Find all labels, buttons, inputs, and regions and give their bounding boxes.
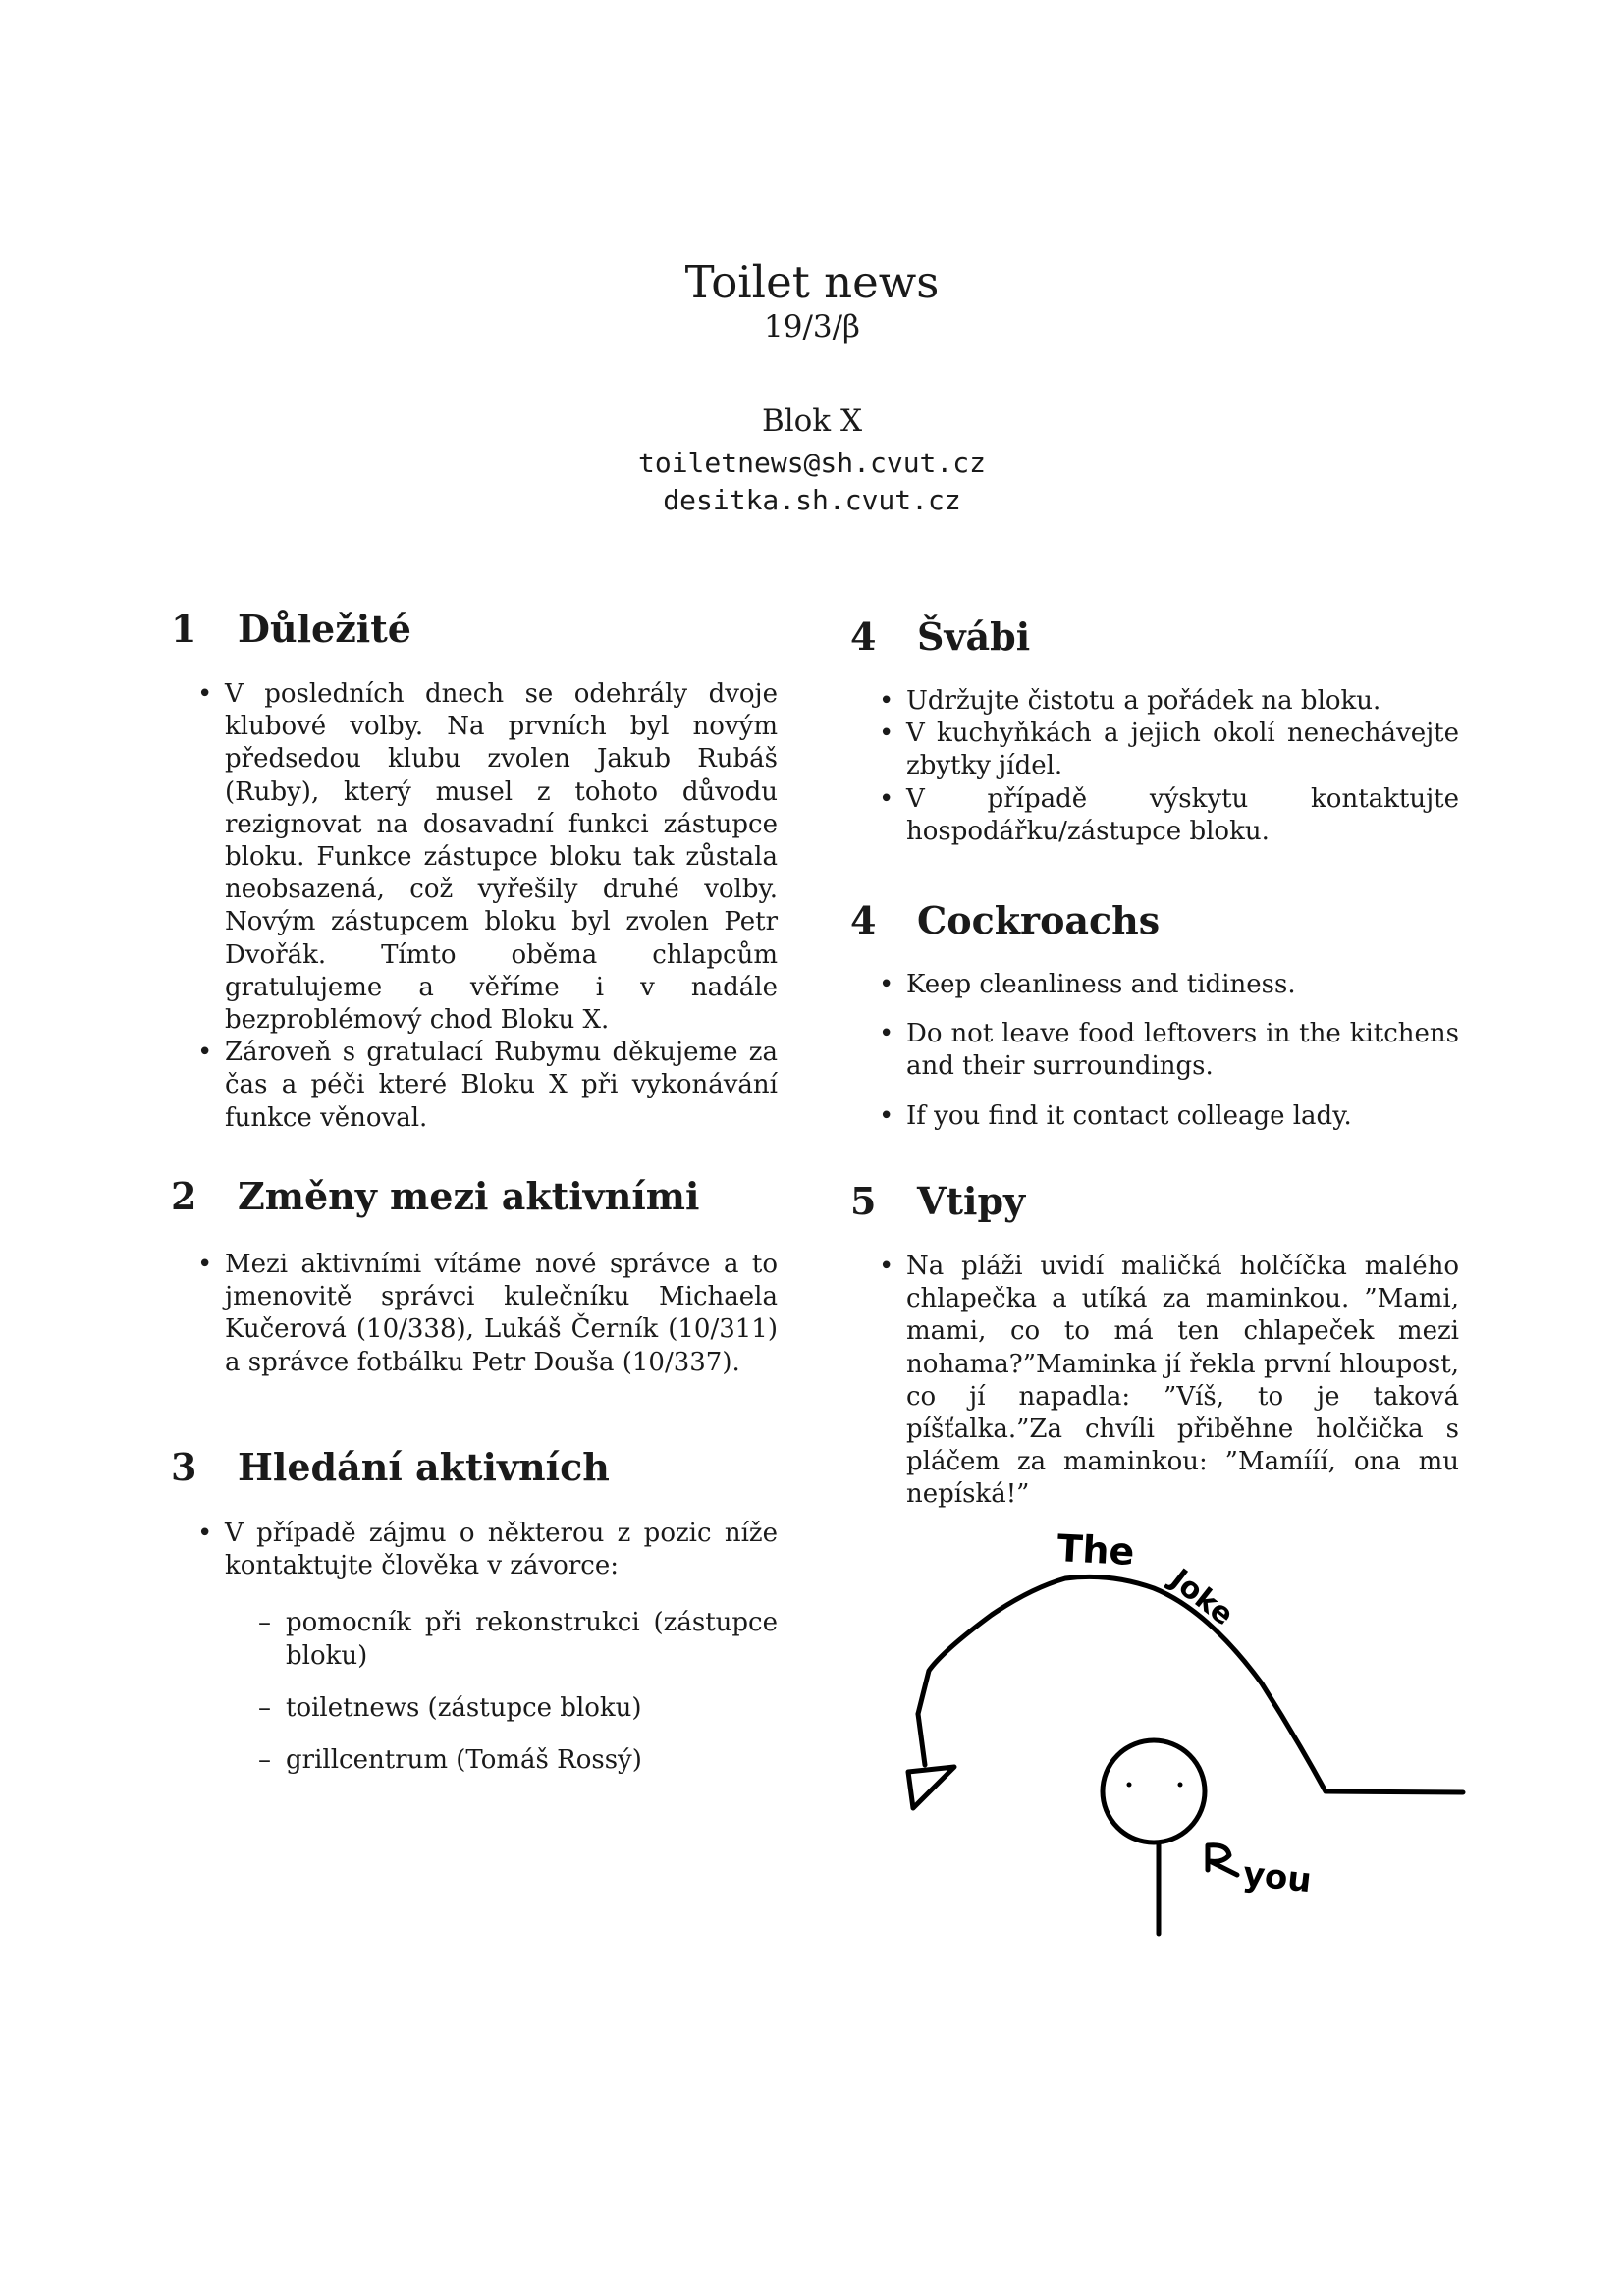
section-4-en-list (906, 969, 1459, 1133)
list-item: • Do not leave food leftovers in the kitchens and their surroundings. (906, 1018, 1459, 1083)
list-item: • V kuchyňkách a jejich okolí nenechávejte zbytky jídel. (906, 718, 1459, 782)
drawing-label-you: you (1241, 1854, 1314, 1901)
arrow-stem (918, 1714, 925, 1765)
document-author: Blok X (761, 403, 863, 439)
section-4-cz-number: 4 (850, 614, 877, 659)
section-4-en-title: Cockroachs (917, 898, 1161, 942)
list-item: • If you find it contact colleage lady. (906, 1100, 1459, 1133)
section-1-number: 1 (171, 607, 197, 651)
document-title: Toilet news (684, 256, 940, 308)
you-arrow (1208, 1845, 1237, 1875)
list-item: • Zároveň s gratulací Rubymu děkujeme za čas a péči které Bloku X při vykonávání funkce věnoval. (225, 1037, 778, 1135)
drawing-label-the: The (1056, 1526, 1136, 1575)
stick-figure-eye (1178, 1783, 1183, 1788)
section-5-number: 5 (850, 1179, 877, 1223)
section-3-sublist (286, 1607, 778, 1777)
section-4-en-heading (850, 898, 1160, 943)
sublist-item: – pomocník při rekonstrukci (zástupce bloku) (286, 1607, 778, 1672)
section-2-title: Změny mezi aktivními (238, 1174, 700, 1218)
section-4-cz-title: Švábi (917, 614, 1031, 659)
stick-figure-eye (1127, 1783, 1132, 1788)
section-5-title: Vtipy (917, 1179, 1026, 1223)
contact-email: toiletnews@sh.cvut.cz (637, 447, 986, 479)
section-4-en-number: 4 (850, 898, 877, 942)
list-item: • Mezi aktivními vítáme nové správce a to jmenovitě správci kulečníku Michaela Kučerová (10/338), Lukáš Černík (10/311) a správce fotbálku Petr Douša (10/337). (225, 1249, 778, 1379)
stick-figure-head (1103, 1740, 1205, 1842)
list-item (225, 1518, 778, 1777)
section-5-heading (850, 1179, 1025, 1224)
sublist-item: – grillcentrum (Tomáš Rossý) (286, 1744, 778, 1777)
section-1-heading (171, 607, 411, 652)
list-item: • Na pláži uvidí maličká holčíčka malého chlapečka a utíká za maminkou. ”Mami, mami, co to má ten chlapeček mezi nohama?”Maminka jí řekla první hloupost, co jí napadla: ”Víš, to je taková píšťalka.”Za chvíli přiběhne holčička s pláčem za maminkou: ”Mamííí, ona mu nepíská!” (906, 1251, 1459, 1512)
section-4-cz-heading (850, 614, 1030, 660)
section-4-cz-list (906, 685, 1459, 848)
section-1-list (225, 678, 778, 1135)
list-item: • V případě výskytu kontaktujte hospodářku/zástupce bloku. (906, 783, 1459, 848)
drawing-label-joke: Joke (1164, 1562, 1240, 1633)
section-5-list (906, 1251, 1459, 1512)
section-3-number: 3 (171, 1445, 197, 1489)
list-item: • Keep cleanliness and tidiness. (906, 969, 1459, 1001)
section-3-list (225, 1518, 778, 1796)
arrow-head-icon (908, 1767, 954, 1808)
document-date: 19/3/β (764, 309, 860, 345)
joke-drawing (884, 1512, 1473, 1953)
section-3-intro: V případě zájmu o některou z pozic níže kontaktujte člověka v závorce: (225, 1519, 778, 1581)
section-2-number: 2 (171, 1174, 197, 1218)
sublist-item: – toiletnews (zástupce bloku) (286, 1692, 778, 1725)
section-3-title: Hledání aktivních (238, 1445, 610, 1489)
section-3-heading (171, 1445, 610, 1490)
website-address: desitka.sh.cvut.cz (663, 484, 961, 516)
section-1-title: Důležité (238, 607, 411, 651)
section-2-heading (171, 1174, 699, 1219)
list-item: • V posledních dnech se odehrály dvoje klubové volby. Na prvních byl novým předsedou klubu zvolen Jakub Rubáš (Ruby), který musel z tohoto důvodu rezignovat na dosavadní funkci zástupce bloku. Funkce zástupce bloku tak zůstala neobsazená, což vyřešily druhé volby. Novým zástupcem bloku byl zvolen Petr Dvořák. Tímto oběma chlapcům gratulujeme a věříme i v nadále bezproblémový chod Bloku X. (225, 678, 778, 1037)
list-item: • Udržujte čistotu a pořádek na bloku. (906, 685, 1459, 718)
section-2-list (225, 1249, 778, 1379)
